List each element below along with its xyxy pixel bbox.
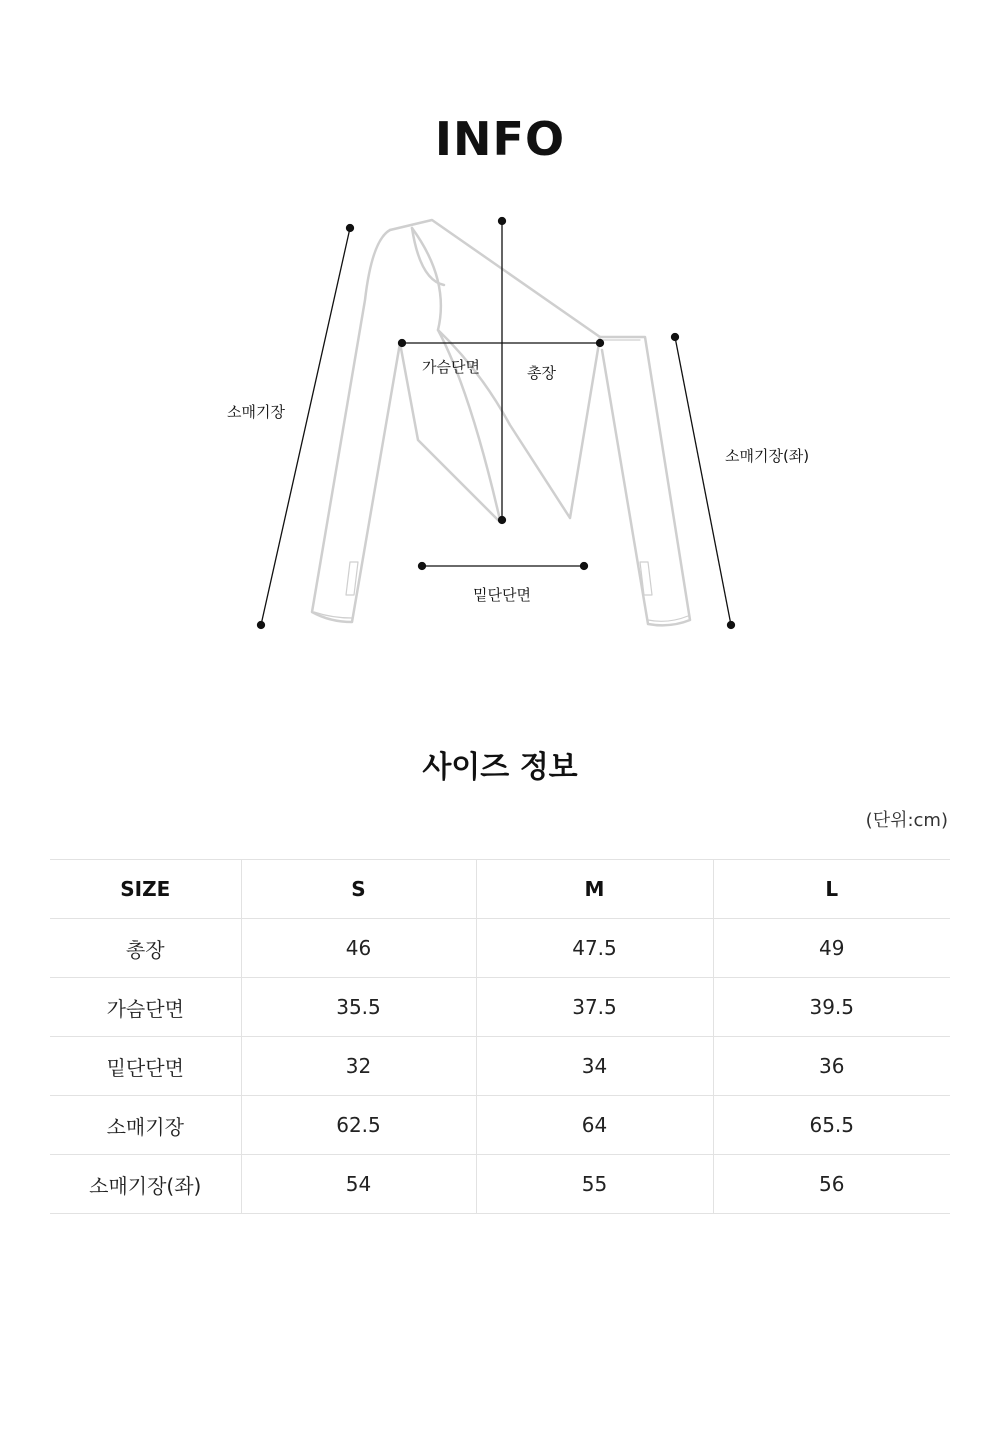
- sleeve-length-left-label: 소매기장(좌): [725, 447, 810, 465]
- table-cell: 32: [241, 1037, 476, 1096]
- header-cell-m: M: [476, 860, 713, 919]
- garment-diagram: [0, 200, 1000, 660]
- table-cell: 36: [713, 1037, 950, 1096]
- unit-note: (단위:cm): [865, 810, 948, 831]
- table-header-row: [50, 860, 950, 919]
- table-cell: 64: [476, 1096, 713, 1155]
- table-cell: 56: [713, 1155, 950, 1214]
- size-info-title: 사이즈 정보: [422, 750, 578, 785]
- table-cell: 47.5: [476, 919, 713, 978]
- table-cell: 62.5: [241, 1096, 476, 1155]
- table-cell: 65.5: [713, 1096, 950, 1155]
- row-label: 밑단단면: [50, 1037, 241, 1096]
- sleeve-length-label: 소매기장: [227, 403, 285, 421]
- table-cell: 46: [241, 919, 476, 978]
- row-label: 가슴단면: [50, 978, 241, 1037]
- table-cell: 34: [476, 1037, 713, 1096]
- row-label: 소매기장: [50, 1096, 241, 1155]
- row-label: 총장: [50, 919, 241, 978]
- table-cell: 37.5: [476, 978, 713, 1037]
- sleeve-length-line: [261, 228, 350, 625]
- header-cell-s: S: [241, 860, 476, 919]
- chest-width-label: 가슴단면: [422, 358, 480, 376]
- hem-width-label: 밑단단면: [473, 586, 531, 604]
- table-row: [50, 1096, 950, 1155]
- size-table: [50, 859, 950, 1214]
- table-row: [50, 1155, 950, 1214]
- table-cell: 54: [241, 1155, 476, 1214]
- row-label: 소매기장(좌): [50, 1155, 241, 1214]
- table-row: [50, 919, 950, 978]
- page-title: INFO: [434, 112, 566, 166]
- header-cell-size: SIZE: [50, 860, 241, 919]
- table-cell: 49: [713, 919, 950, 978]
- total-length-label: 총장: [527, 364, 556, 382]
- table-cell: 39.5: [713, 978, 950, 1037]
- header-cell-l: L: [713, 860, 950, 919]
- table-cell: 55: [476, 1155, 713, 1214]
- table-row: [50, 1037, 950, 1096]
- table-cell: 35.5: [241, 978, 476, 1037]
- table-row: [50, 978, 950, 1037]
